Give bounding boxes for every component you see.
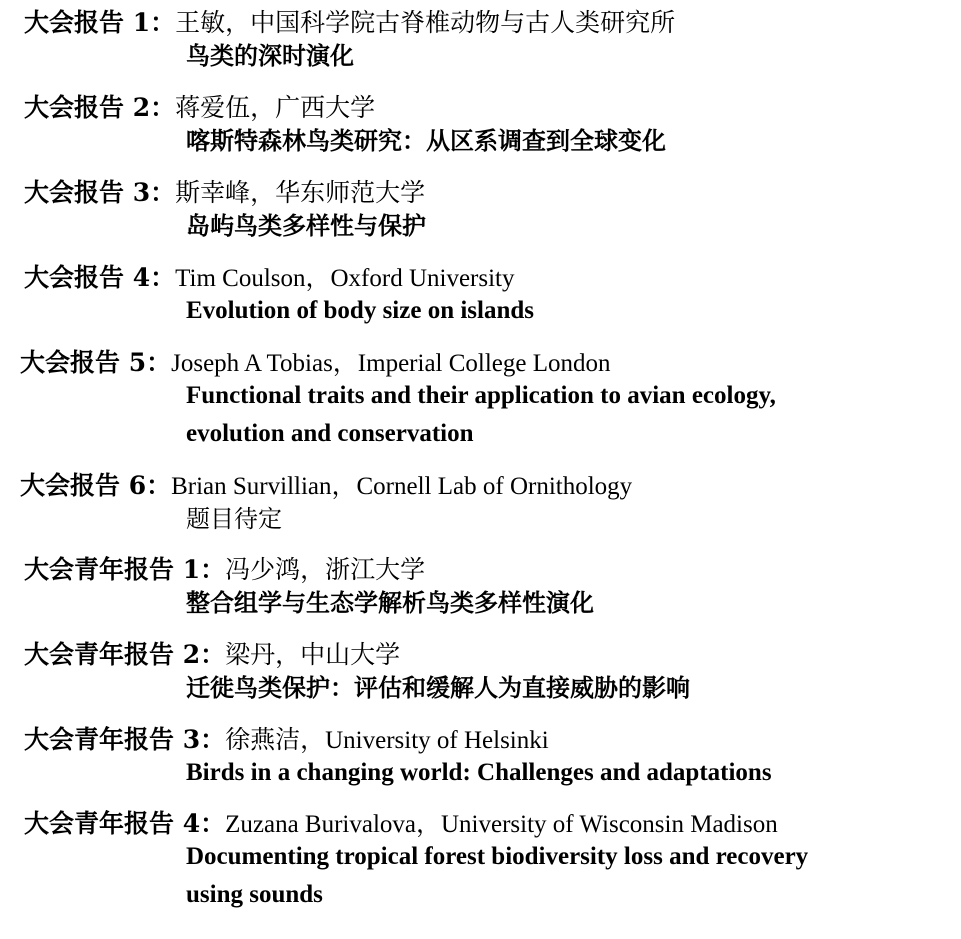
speaker-affiliation: 蒋爱伍，广西大学: [175, 93, 376, 122]
talk-title: 喀斯特森林鸟类研究：从区系调查到全球变化: [186, 126, 666, 155]
speaker-affiliation: 徐燕洁，University of Helsinki: [225, 727, 549, 754]
speaker-affiliation: Zuzana Burivalova，University of Wisconsin Madison: [225, 811, 778, 838]
talk-title-line-1: Documenting tropical forest biodiversity loss and recovery: [186, 843, 809, 870]
talk-label: 大会报告 2：: [24, 93, 176, 122]
talk-label: 大会报告 3：: [24, 178, 176, 207]
talk-title: 岛屿鸟类多样性与保护: [186, 211, 426, 240]
talk-title-line-1: Functional traits and their application to avian ecology,: [186, 382, 776, 409]
talk-header: [24, 725, 549, 756]
speaker-affiliation: 王敏，中国科学院古脊椎动物与古人类研究所: [175, 8, 676, 37]
talk-title: 迁徙鸟类保护：评估和缓解人为直接威胁的影响: [186, 673, 690, 702]
talk-label: 大会报告 1：: [24, 8, 176, 37]
talk-title-line-2: using sounds: [186, 881, 323, 908]
talk-header: [20, 471, 632, 502]
talk-label: 大会青年报告 2：: [24, 640, 226, 669]
talk-label: 大会报告 4：: [24, 263, 176, 292]
talk-title: 题目待定: [186, 505, 282, 533]
speaker-affiliation: Brian Survillian，Cornell Lab of Ornithology: [171, 473, 633, 500]
talk-label: 大会报告 5：: [20, 348, 172, 377]
talk-title-line-2: evolution and conservation: [186, 420, 474, 447]
talk-label: 大会青年报告 1：: [24, 555, 226, 584]
talk-header: [24, 263, 515, 294]
talk-label: 大会青年报告 4：: [24, 809, 226, 838]
talk-header: [24, 809, 778, 840]
talk-label: 大会青年报告 3：: [24, 725, 226, 754]
talk-header: [20, 348, 611, 379]
talk-header: [24, 93, 375, 123]
speaker-affiliation: 冯少鸿，浙江大学: [225, 555, 426, 584]
talk-title: Evolution of body size on islands: [186, 297, 535, 324]
talk-header: [24, 178, 425, 208]
speaker-affiliation: Tim Coulson，Oxford University: [175, 265, 515, 292]
talk-title: Birds in a changing world: Challenges and adaptations: [186, 759, 772, 786]
talk-title: 鸟类的深时演化: [186, 41, 354, 70]
talk-header: [24, 640, 400, 670]
talk-title: 整合组学与生态学解析鸟类多样性演化: [186, 588, 594, 617]
speaker-affiliation: Joseph A Tobias，Imperial College London: [171, 350, 611, 377]
talk-label: 大会报告 6：: [20, 471, 172, 500]
speaker-affiliation: 斯幸峰，华东师范大学: [175, 178, 426, 207]
talk-header: [24, 8, 675, 38]
speaker-affiliation: 梁丹，中山大学: [225, 640, 401, 669]
talk-header: [24, 555, 425, 585]
